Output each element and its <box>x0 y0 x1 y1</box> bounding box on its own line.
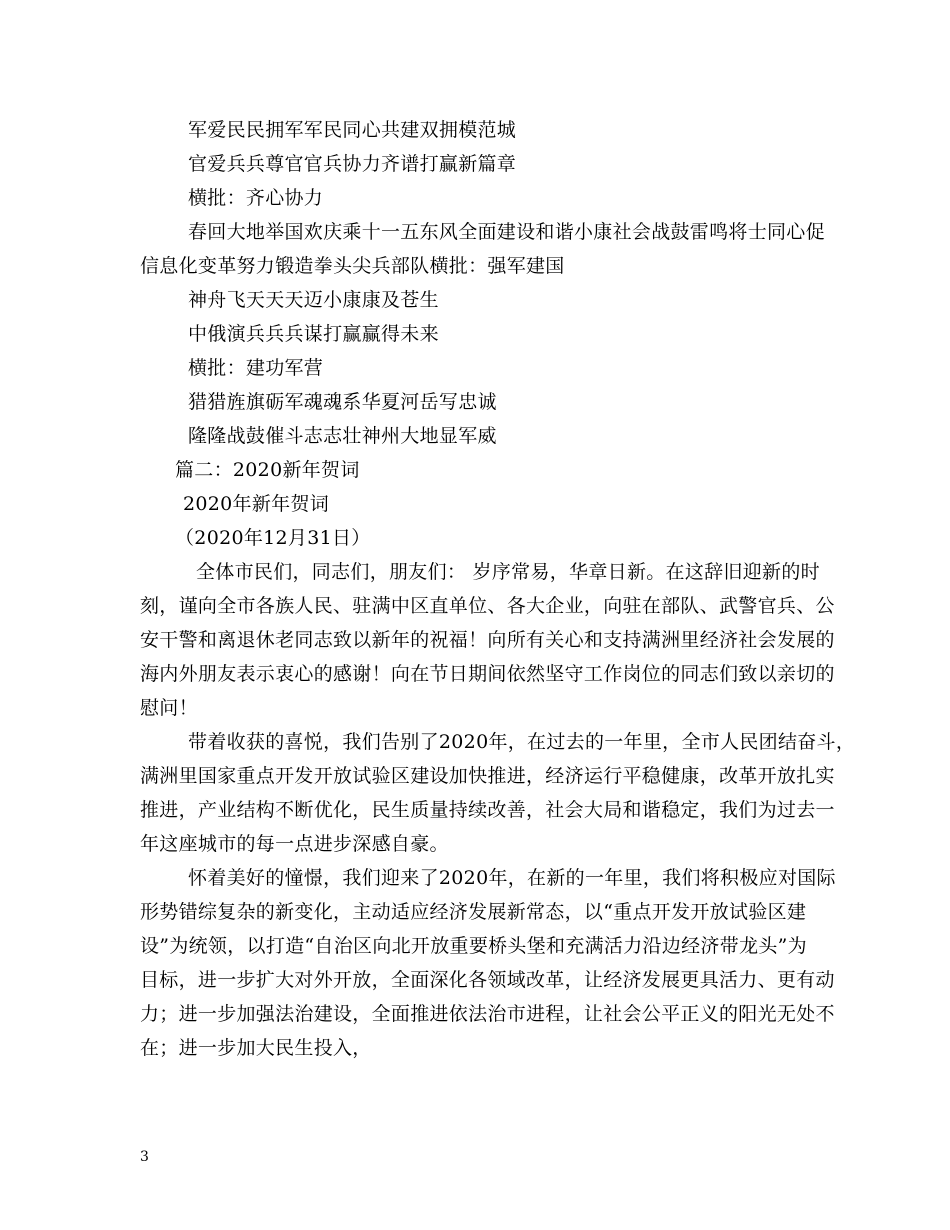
paragraph-line: 目标，进一步扩大对外开放，全面深化各领域改革，让经济发展更具活力、更有动 <box>140 969 835 991</box>
paragraph-line: 满洲里国家重点开发开放试验区建设加快推进，经济运行平稳健康，改革开放扎实 <box>140 765 835 787</box>
paragraph-line: 全体市民们，同志们，朋友们： 岁序常易，华章日新。在这辞旧迎新的时 <box>196 561 820 583</box>
couplet-line: 横批：建功军营 <box>188 357 324 379</box>
page-number: 3 <box>140 1149 149 1165</box>
couplet-line: 猎猎旌旗砺军魂魂系华夏河岳写忠诚 <box>188 391 497 413</box>
section-heading: 篇二：2020新年贺词 <box>175 459 360 481</box>
couplet-line: 横批：齐心协力 <box>188 187 324 209</box>
couplet-line: 官爱兵兵尊官官兵协力齐谱打赢新篇章 <box>188 153 517 175</box>
paragraph-line: 安干警和离退休老同志致以新年的祝福！向所有关心和支持满洲里经济社会发展的 <box>140 629 835 651</box>
document-title: 2020年新年贺词 <box>183 493 330 515</box>
paragraph-line: 带着收获的喜悦，我们告别了2020年，在过去的一年里，全市人民团结奋斗， <box>188 731 856 753</box>
couplet-line: 神舟飞天天天迈小康康及苍生 <box>188 289 439 311</box>
couplet-line: 信息化变革努力锻造拳头尖兵部队横批：强军建国 <box>140 255 565 277</box>
couplet-line: 春回大地举国欢庆乘十一五东风全面建设和谐小康社会战鼓雷鸣将士同心促 <box>188 221 825 243</box>
paragraph-line: 推进，产业结构不断优化，民生质量持续改善，社会大局和谐稳定，我们为过去一 <box>140 799 835 821</box>
paragraph-line: 年这座城市的每一点进步深感自豪。 <box>140 833 449 855</box>
couplet-line: 中俄演兵兵兵谋打赢赢得未来 <box>188 323 439 345</box>
paragraph-line: 慰问！ <box>140 697 198 719</box>
document-date: （2020年12月31日） <box>175 527 371 549</box>
paragraph-line: 形势错综复杂的新变化，主动适应经济发展新常态，以“重点开发开放试验区建 <box>140 901 807 923</box>
paragraph-line: 怀着美好的憧憬，我们迎来了2020年，在新的一年里，我们将积极应对国际 <box>188 867 836 889</box>
paragraph-line: 在；进一步加大民生投入， <box>140 1037 372 1059</box>
couplet-line: 隆隆战鼓催斗志志壮神州大地显军威 <box>188 425 497 447</box>
paragraph-line: 设”为统领，以打造“自治区向北开放重要桥头堡和充满活力沿边经济带龙头”为 <box>140 935 807 957</box>
couplet-line: 军爱民民拥军军民同心共建双拥模范城 <box>188 119 517 141</box>
paragraph-line: 刻，谨向全市各族人民、驻满中区直单位、各大企业，向驻在部队、武警官兵、公 <box>140 595 835 617</box>
paragraph-line: 海内外朋友表示衷心的感谢！向在节日期间依然坚守工作岗位的同志们致以亲切的 <box>140 663 835 685</box>
paragraph-line: 力；进一步加强法治建设，全面推进依法治市进程，让社会公平正义的阳光无处不 <box>140 1003 835 1025</box>
